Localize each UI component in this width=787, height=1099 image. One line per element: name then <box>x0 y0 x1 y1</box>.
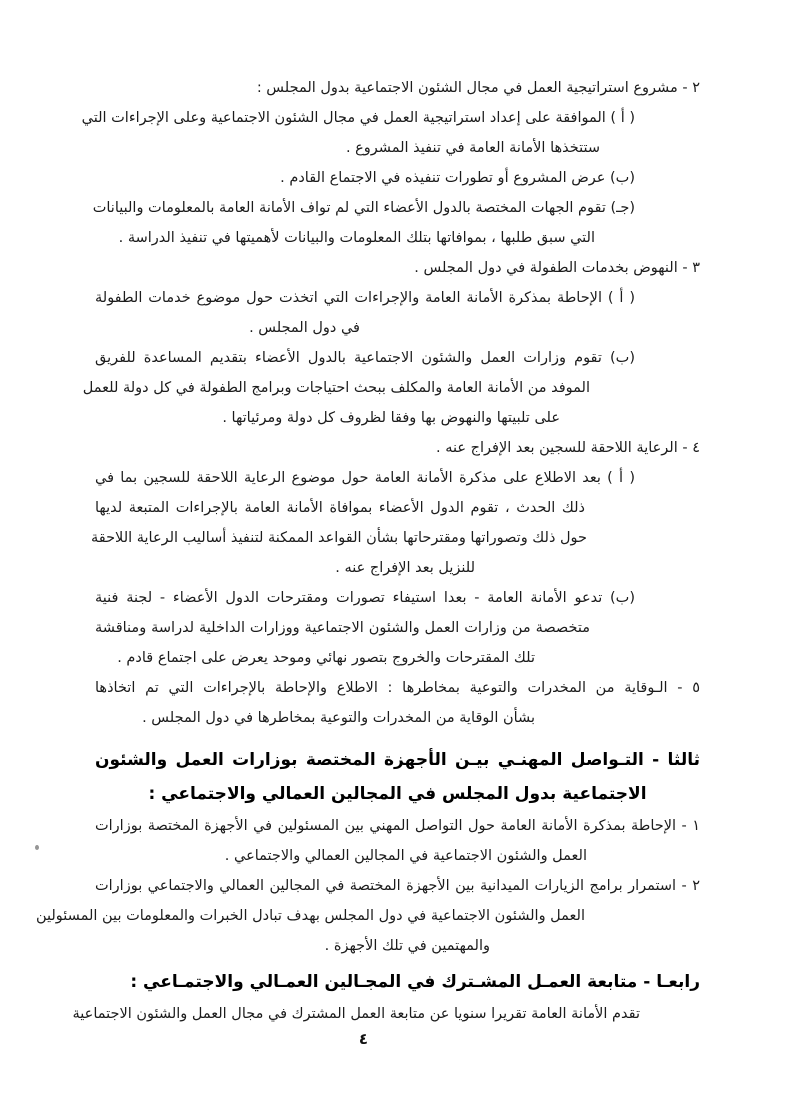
text-line: ٣ - النهوض بخدمات الطفولة في دول المجلس . <box>414 260 700 276</box>
text-line: على تلبيتها والنهوض بها وفقا لظروف كل دولة ومرئياتها . <box>222 410 560 426</box>
text-line: ( أ ) الإحاطة بمذكرة الأمانة العامة والإجراءات التي اتخذت حول موضوع خدمات الطفولة <box>95 290 635 306</box>
text-line: بشأن الوقاية من المخدرات والتوعية بمخاطرها في دول المجلس . <box>142 710 535 726</box>
heading-line: ثالثا - التـواصل المهنـي بيـن الأجهزة المختصة بوزارات العمل والشئون <box>95 750 700 770</box>
text-line: حول ذلك وتصوراتها ومقترحاتها بشأن القواعد الممكنة لتنفيذ أساليب الرعاية اللاحقة <box>90 530 587 546</box>
text-line: (ب) تدعو الأمانة العامة - بعدا استيفاء تصورات ومقترحات الدول الأعضاء - لجنة فنية <box>95 590 635 606</box>
text-line: للنزيل بعد الإفراج عنه . <box>335 560 475 576</box>
text-line: في دول المجلس . <box>249 320 360 336</box>
scan-artifact <box>35 845 39 850</box>
text-line: (ب) عرض المشروع أو تطورات تنفيذه في الاجتماع القادم . <box>280 170 635 186</box>
text-line: ( أ ) بعد الاطلاع على مذكرة الأمانة العامة حول موضوع الرعاية اللاحقة للسجين بما في <box>95 470 635 486</box>
heading-line: الاجتماعية بدول المجلس في المجالين العمالي والاجتماعي : <box>148 784 647 804</box>
text-line: ٤ - الرعاية اللاحقة للسجين بعد الإفراج عنه . <box>436 440 700 456</box>
text-line: (ب) تقوم وزارات العمل والشئون الاجتماعية بالدول الأعضاء بتقديم المساعدة للفريق <box>95 350 635 366</box>
text-line: (جـ) تقوم الجهات المختصة بالدول الأعضاء التي لم تواف الأمانة العامة بالمعلومات والبيانات <box>92 200 635 216</box>
text-line: ذلك الحدث ، تقوم الدول الأعضاء بموافاة الأمانة العامة بالإجراءات المتبعة لديها <box>95 500 585 516</box>
heading-line: رابعـا - متابعة العمـل المشـترك في المجـالين العمـالي والاجتمـاعي : <box>130 972 700 992</box>
text-line: العمل والشئون الاجتماعية في دول المجلس بهدف تبادل الخبرات والمعلومات بين المسئولين <box>35 908 585 924</box>
text-line: والمهتمين في تلك الأجهزة . <box>324 938 490 954</box>
document-body <box>35 73 700 1029</box>
text-line: التي سبق طلبها ، بموافاتها بتلك المعلومات والبيانات لأهميتها في تنفيذ الدراسة . <box>118 230 595 246</box>
text-line: تلك المقترحات والخروج بتصور نهائي وموحد يعرض على اجتماع قادم . <box>117 650 535 666</box>
text-line: تقدم الأمانة العامة تقريرا سنويا عن متابعة العمل المشترك في مجال العمل والشئون الاجتماعية <box>72 1006 640 1022</box>
text-line: ٢ - استمرار برامج الزيارات الميدانية بين الأجهزة المختصة في المجالين العمالي والاجتماعي بوزارات <box>95 878 700 894</box>
text-line: متخصصة من وزارات العمل والشئون الاجتماعية ووزارات الداخلية لدراسة ومناقشة <box>95 620 590 636</box>
text-line: الموفد من الأمانة العامة والمكلف ببحث احتياجات وبرامج الطفولة في كل دولة للعمل <box>82 380 590 396</box>
text-line: ستتخذها الأمانة العامة في تنفيذ المشروع . <box>345 140 600 156</box>
text-line: ٢ - مشروع استراتيجية العمل في مجال الشئون الاجتماعية بدول المجلس : <box>256 80 700 96</box>
text-line: ٥ - الـوقاية من المخدرات والتوعية بمخاطرها : الاطلاع والإحاطة بالإجراءات التي تم اتخاذها <box>95 680 700 696</box>
text-line: ( أ ) الموافقة على إعداد استراتيجية العمل في مجال الشئون الاجتماعية وعلى الإجراءات التي <box>81 110 635 126</box>
text-line: العمل والشئون الاجتماعية في المجالين العمالي والاجتماعي . <box>224 848 587 864</box>
text-line: ١ - الإحاطة بمذكرة الأمانة العامة حول التواصل المهني بين المسئولين في الأجهزة المختصة بوزارات <box>95 818 700 834</box>
page-number: ٤ <box>358 1030 369 1048</box>
